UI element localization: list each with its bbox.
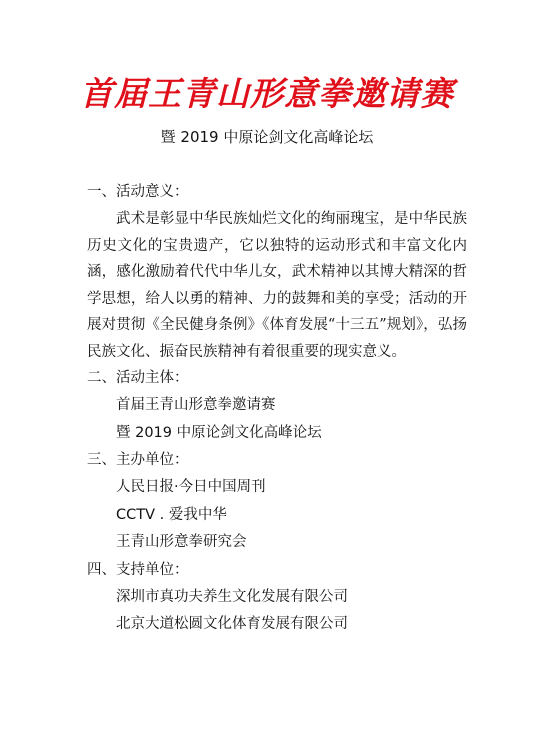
section-heading: 一、活动意义： xyxy=(87,184,189,200)
document-subtitle: 暨 2019 中原论剑文化高峰论坛 xyxy=(160,128,374,146)
section-significance xyxy=(87,179,467,365)
document-title: 首届王青山形意拳邀请赛 xyxy=(80,74,454,113)
list-item: 暨 2019 中原论剑文化高峰论坛 xyxy=(116,424,322,441)
section-organizers xyxy=(87,447,467,557)
list-item: 人民日报·今日中国周刊 xyxy=(116,479,266,495)
section-heading: 四、支持单位： xyxy=(87,561,189,578)
list-item: 深圳市真功夫养生文化发展有限公司 xyxy=(116,588,348,605)
section-supporters xyxy=(87,557,467,639)
section-subject xyxy=(87,365,467,447)
section-paragraph: 武术是彰显中华民族灿烂文化的绚丽瑰宝，是中华民族历史文化的宝贵遗产，它以独特的运动形式和丰富文化内涵，感化激励着代代中华儿女，武术精神以其博大精深的哲学思想，给人以勇的精神、力的鼓舞和美的享受；活动的开展对贯彻《全民健身条例》《体育发展“十三五”规划》，弘扬民族文化、振奋民族精神有着很重要的现实意义。 xyxy=(87,211,467,360)
list-item: CCTV . 爱我中华 xyxy=(116,506,227,523)
list-item: 北京大道松圆文化体育发展有限公司 xyxy=(116,616,348,632)
list-item: 首届王青山形意拳邀请赛 xyxy=(116,397,276,413)
document-body xyxy=(87,179,467,639)
section-heading: 二、活动主体： xyxy=(87,370,189,386)
section-heading: 三、主办单位： xyxy=(87,452,189,468)
list-item: 王青山形意拳研究会 xyxy=(116,534,247,550)
